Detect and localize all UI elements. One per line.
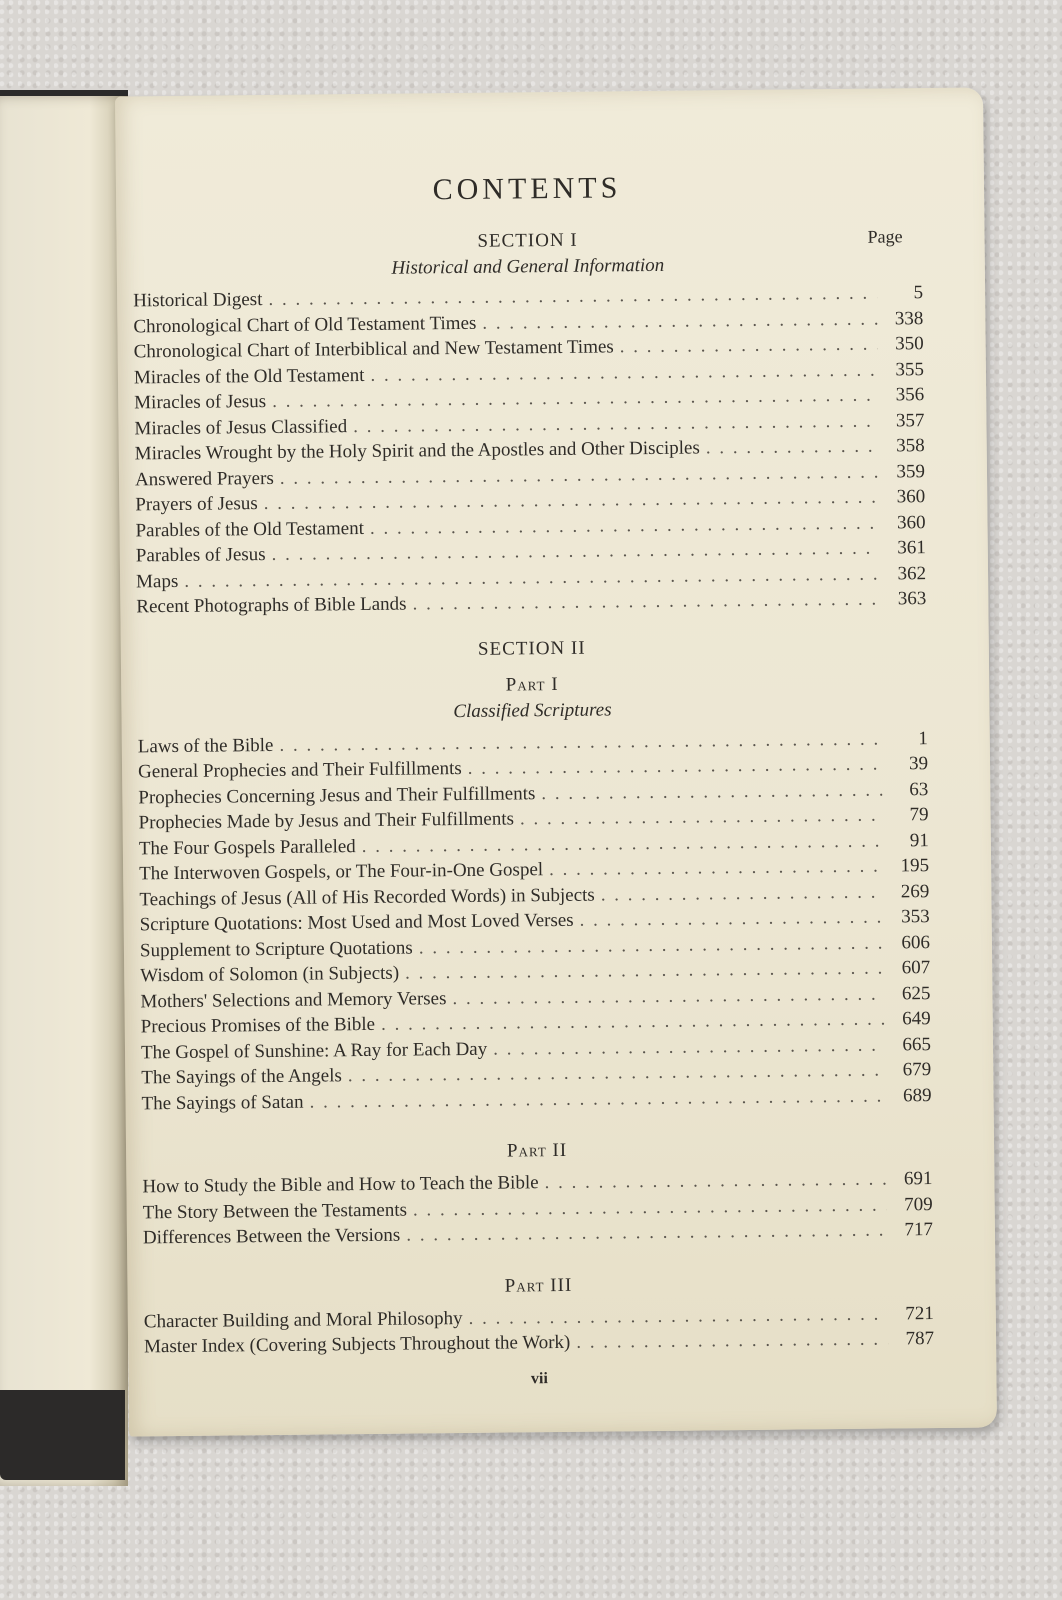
toc-entry-page: 360 [896, 486, 926, 508]
toc-entry-title: Precious Promises of the Bible [140, 1013, 376, 1038]
dot-leader [406, 1218, 887, 1249]
contents-body [132, 168, 935, 1392]
part-3-heading: Part III [504, 1274, 573, 1297]
toc-entry-title: Maps [135, 570, 179, 592]
part-1-entries [138, 726, 932, 1117]
toc-entry-page: 1 [918, 727, 928, 749]
dot-leader [309, 1083, 885, 1115]
toc-entry-title: Answered Prayers [134, 467, 274, 490]
toc-entry-title: The Four Gospels Paralleled [138, 835, 356, 859]
toc-entry-page: 360 [896, 511, 926, 533]
toc-entry-page: 689 [902, 1084, 932, 1106]
toc-entry-title: Parables of the Old Testament [135, 517, 365, 541]
dot-leader [541, 777, 882, 806]
section-1 [132, 226, 926, 620]
toc-entry-title: Miracles Wrought by the Holy Spirit and the Apostles and Other Disciples [134, 437, 700, 465]
part-1-heading: Part I [505, 673, 559, 696]
toc-entry-title: Differences Between the Versions [142, 1224, 401, 1249]
toc-entry-page: 361 [897, 537, 926, 559]
toc-entry-title: General Prophecies and Their Fulfillments [137, 757, 462, 783]
toc-entry-page: 359 [896, 460, 926, 482]
toc-entry-page: 679 [902, 1059, 932, 1081]
toc-entry-page: 717 [904, 1219, 934, 1241]
toc-entry-title: Laws of the Bible [137, 734, 274, 757]
toc-entry-page: 338 [894, 307, 924, 329]
section-2-heading: SECTION II [477, 637, 586, 660]
toc-entry-title: How to Study the Bible and How to Teach the Bible [142, 1172, 539, 1198]
toc-entry-page: 787 [905, 1328, 935, 1350]
toc-entry-page: 353 [901, 906, 930, 928]
toc-entry-page: 350 [895, 333, 924, 355]
dot-leader [601, 879, 884, 907]
toc-entry-page: 63 [909, 778, 929, 800]
toc-entry-page: 691 [903, 1168, 933, 1190]
dot-leader [412, 587, 880, 617]
toc-entry-page: 357 [895, 409, 925, 431]
toc-entry-title: The Sayings of Satan [141, 1091, 304, 1114]
section-1-entries [133, 280, 926, 620]
section-1-subheading: Historical and General Information [391, 254, 665, 279]
section-1-heading: SECTION I [477, 229, 578, 252]
toc-entry-title: Teachings of Jesus (All of His Recorded Words) in Subjects [139, 884, 595, 910]
toc-entry-page: 625 [901, 982, 931, 1004]
toc-entry-title: Prophecies Made by Jesus and Their Fulfillments [138, 808, 515, 834]
dot-leader [706, 434, 879, 461]
toc-entry-title: Mothers' Selections and Memory Verses [140, 987, 447, 1012]
book-cover-edge [0, 1390, 125, 1480]
dot-leader [620, 332, 878, 360]
dot-leader [520, 803, 883, 832]
contents-page [115, 87, 997, 1436]
toc-entry-title: Scripture Quotations: Most Used and Most Loved Verses [139, 909, 574, 936]
toc-entry-page: 607 [901, 957, 931, 979]
toc-entry-title: The Interwoven Gospels, or The Four-in-One Gospel [139, 859, 544, 885]
toc-entry-title: Miracles of the Old Testament [133, 364, 365, 388]
part-3-entries [144, 1301, 934, 1360]
toc-entry-page: 362 [897, 562, 927, 584]
toc-entry-page: 5 [913, 282, 924, 304]
toc-entry-title: The Story Between the Testaments [142, 1199, 408, 1223]
toc-entry-title: Recent Photographs of Bible Lands [136, 593, 407, 618]
toc-entry-page: 665 [902, 1033, 932, 1055]
dot-leader [544, 1167, 886, 1196]
toc-entry-title: Chronological Chart of Old Testament Times [133, 312, 477, 337]
toc-entry-title: Prayers of Jesus [135, 493, 258, 516]
toc-entry-page: 721 [905, 1302, 934, 1324]
dot-leader [579, 905, 883, 934]
toc-entry-page: 269 [900, 880, 930, 902]
page-column-label: Page [867, 226, 903, 247]
toc-entry-title: The Sayings of the Angels [141, 1065, 342, 1089]
toc-entry-page: 79 [909, 804, 929, 826]
toc-entry-page: 356 [895, 384, 925, 406]
toc-entry-page: 355 [895, 358, 925, 380]
toc-entry-page: 709 [904, 1193, 933, 1215]
toc-entry-page: 363 [897, 588, 927, 610]
toc-entry-title: Chronological Chart of Interbiblical and New Testament Times [133, 336, 614, 363]
toc-entry-title: Prophecies Concerning Jesus and Their Fulfillments [138, 782, 536, 808]
toc-entry-title: Miracles of Jesus Classified [134, 415, 348, 439]
toc-entry-page: 195 [900, 855, 930, 877]
toc-entry-title: Supplement to Scripture Quotations [139, 937, 413, 961]
part-2-heading: Part II [506, 1139, 568, 1162]
toc-entry-title: The Gospel of Sunshine: A Ray for Each Day [140, 1038, 488, 1063]
dot-leader [576, 1327, 888, 1356]
toc-entry-title: Miracles of Jesus [134, 391, 267, 414]
toc-entry-title: Wisdom of Solomon (in Subjects) [140, 962, 400, 987]
toc-entry-title: Character Building and Moral Philosophy [143, 1307, 463, 1332]
toc-entry-title: Parables of Jesus [135, 544, 266, 567]
toc-entry-page: 91 [909, 829, 929, 851]
toc-entry-page: 358 [896, 435, 925, 457]
toc-entry-page: 39 [908, 753, 929, 775]
page-folio: vii [530, 1369, 548, 1387]
facing-page [0, 90, 128, 1486]
toc-entry-page: 606 [901, 931, 931, 953]
part-1-subheading: Classified Scriptures [453, 698, 612, 722]
dot-leader [549, 854, 883, 883]
section-2 [137, 634, 934, 1360]
toc-entry-page: 649 [902, 1008, 931, 1030]
toc-entry-title: Master Index (Covering Subjects Throughout the Work) [143, 1331, 571, 1358]
toc-entry-title: Historical Digest [133, 289, 263, 312]
page-title: CONTENTS [432, 171, 622, 207]
part-2-entries [142, 1166, 933, 1251]
